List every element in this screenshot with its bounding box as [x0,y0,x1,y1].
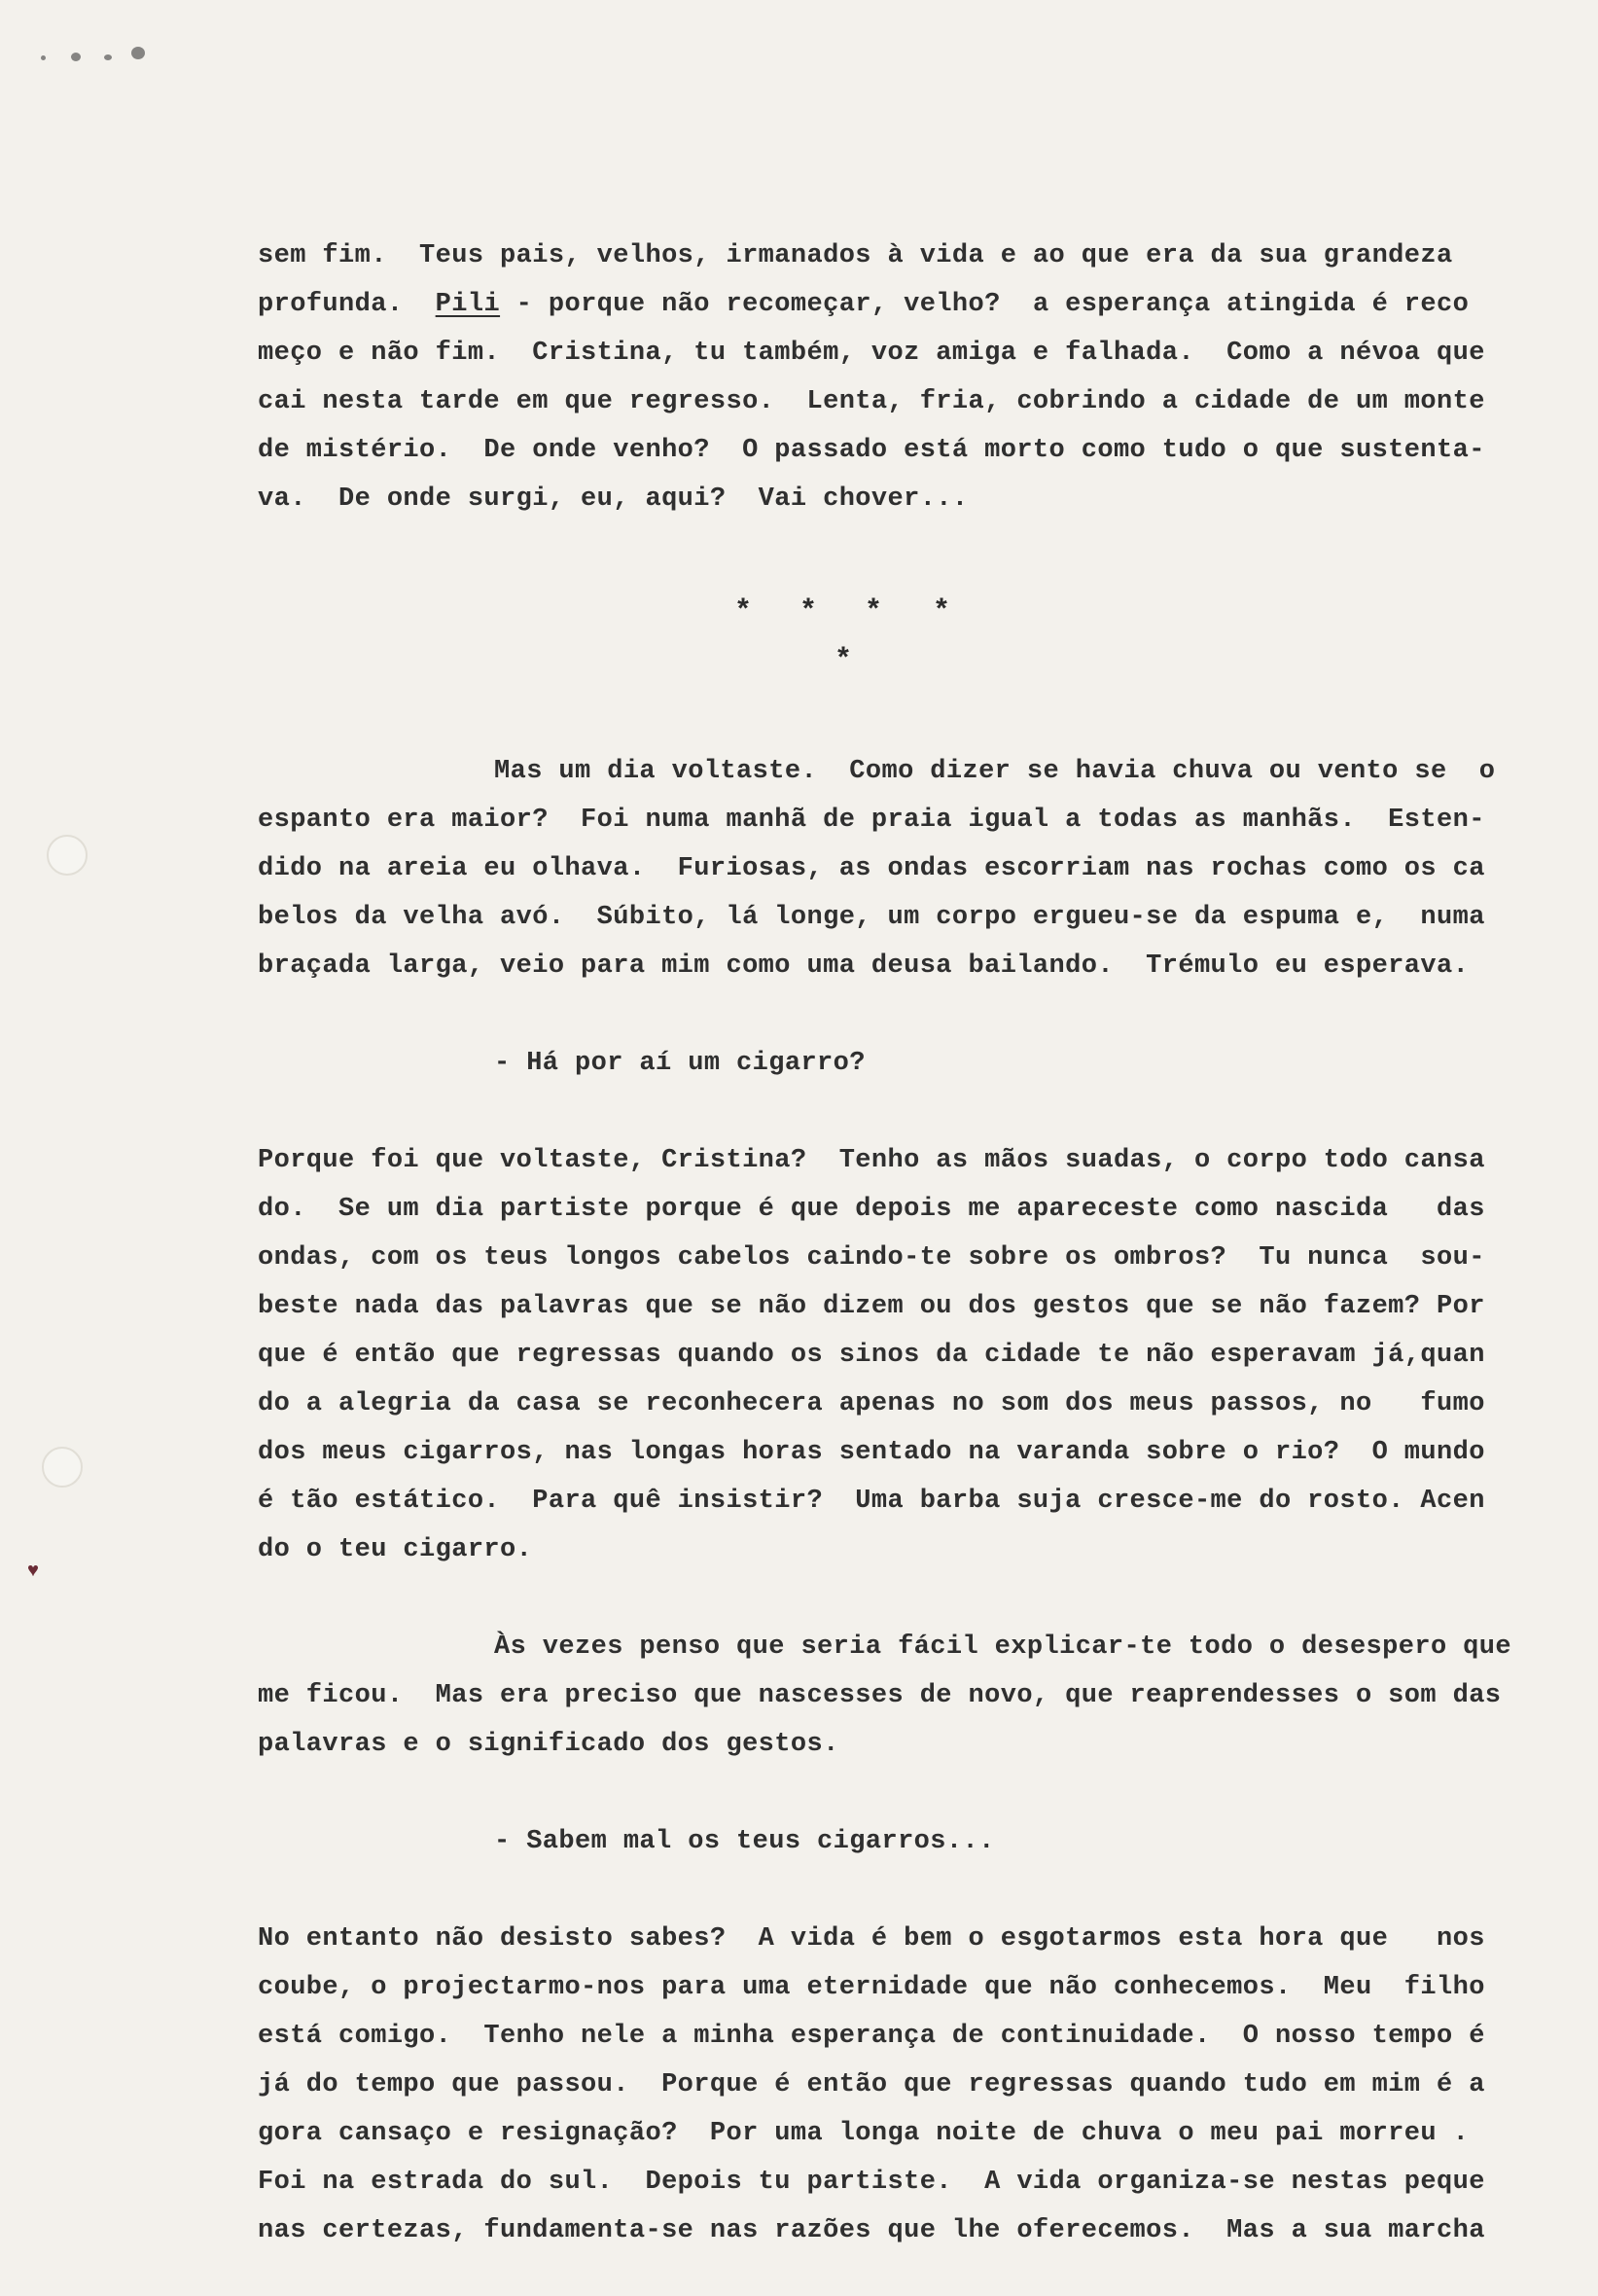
text-line: ondas, com os teus longos cabelos caindo-te sobre os ombros? Tu nunca sou- [258,1243,1485,1273]
separator-asterisk: * [799,595,818,628]
text-span: profunda. [258,290,436,319]
text-line: de mistério. De onde venho? O passado está morto como tudo o que sustenta- [258,436,1485,465]
separator-asterisk: * [835,644,853,677]
text-line: beste nada das palavras que se não dizem ou dos gestos que se não fazem? Por [258,1292,1485,1321]
separator-asterisk: * [734,595,753,628]
text-line: do o teu cigarro. [258,1535,533,1564]
text-line: espanto era maior? Foi numa manhã de praia igual a todas as manhãs. Esten- [258,806,1485,835]
text-line: Foi na estrada do sul. Depois tu partiste. A vida organiza-se nestas peque [258,2168,1485,2197]
text-line: No entanto não desisto sabes? A vida é bem o esgotarmos esta hora que nos [258,1924,1485,1954]
ink-smudge [104,54,112,60]
text-line: já do tempo que passou. Porque é então que regressas quando tudo em mim é a [258,2070,1485,2099]
text-line: braçada larga, veio para mim como uma deusa bailando. Trémulo eu esperava. [258,951,1470,981]
text-line: é tão estático. Para quê insistir? Uma barba suja cresce-me do rosto. Acen [258,1487,1485,1516]
text-line: dido na areia eu olhava. Furiosas, as ondas escorriam nas rochas como os ca [258,854,1485,883]
text-line: que é então que regressas quando os sinos da cidade te não esperavam já,quan [258,1341,1485,1370]
text-line: palavras e o significado dos gestos. [258,1730,839,1759]
separator-asterisk: * [865,595,883,628]
text-line: Às vezes penso que seria fácil explicar-te todo o desespero que [494,1632,1511,1662]
text-line: gora cansaço e resignação? Por uma longa noite de chuva o meu pai morreu . [258,2119,1470,2148]
text-span: - porque não recomeçar, velho? a esperança atingida é reco [500,290,1470,319]
text-line: dos meus cigarros, nas longas horas sentado na varanda sobre o rio? O mundo [258,1438,1485,1467]
dialogue-line: - Há por aí um cigarro? [494,1049,866,1078]
text-line: meço e não fim. Cristina, tu também, voz amiga e falhada. Como a névoa que [258,339,1485,368]
text-line [258,288,1561,321]
text-line: belos da velha avó. Súbito, lá longe, um corpo ergueu-se da espuma e, numa [258,903,1485,932]
ink-smudge [71,53,81,61]
text-line: coube, o projectarmo-nos para uma eternidade que não conhecemos. Meu filho [258,1973,1485,2002]
text-line: do a alegria da casa se reconhecera apenas no som dos meus passos, no fumo [258,1389,1485,1418]
underlined-name: Pili [435,290,501,319]
text-line: sem fim. Teus pais, velhos, irmanados à vida e ao que era da sua grandeza [258,241,1453,270]
punch-hole-bottom [42,1447,83,1488]
punch-hole-top [47,835,88,876]
text-line: Mas um dia voltaste. Como dizer se havia chuva ou vento se o [494,757,1496,786]
ink-smudge [131,47,145,59]
margin-heart-mark: ♥ [27,1561,40,1583]
dialogue-line: - Sabem mal os teus cigarros... [494,1827,995,1856]
text-line: Porque foi que voltaste, Cristina? Tenho as mãos suadas, o corpo todo cansa [258,1146,1485,1175]
text-line: cai nesta tarde em que regresso. Lenta, fria, cobrindo a cidade de um monte [258,387,1485,416]
text-line: do. Se um dia partiste porque é que depois me apareceste como nascida das [258,1195,1485,1224]
text-line: nas certezas, fundamenta-se nas razões que lhe oferecemos. Mas a sua marcha [258,2216,1485,2245]
ink-smudge [41,55,46,60]
separator-asterisk: * [933,595,951,628]
text-line: está comigo. Tenho nele a minha esperança de continuidade. O nosso tempo é [258,2022,1485,2051]
text-line: va. De onde surgi, eu, aqui? Vai chover... [258,484,969,514]
text-line: me ficou. Mas era preciso que nascesses de novo, que reaprendesses o som das [258,1681,1502,1710]
